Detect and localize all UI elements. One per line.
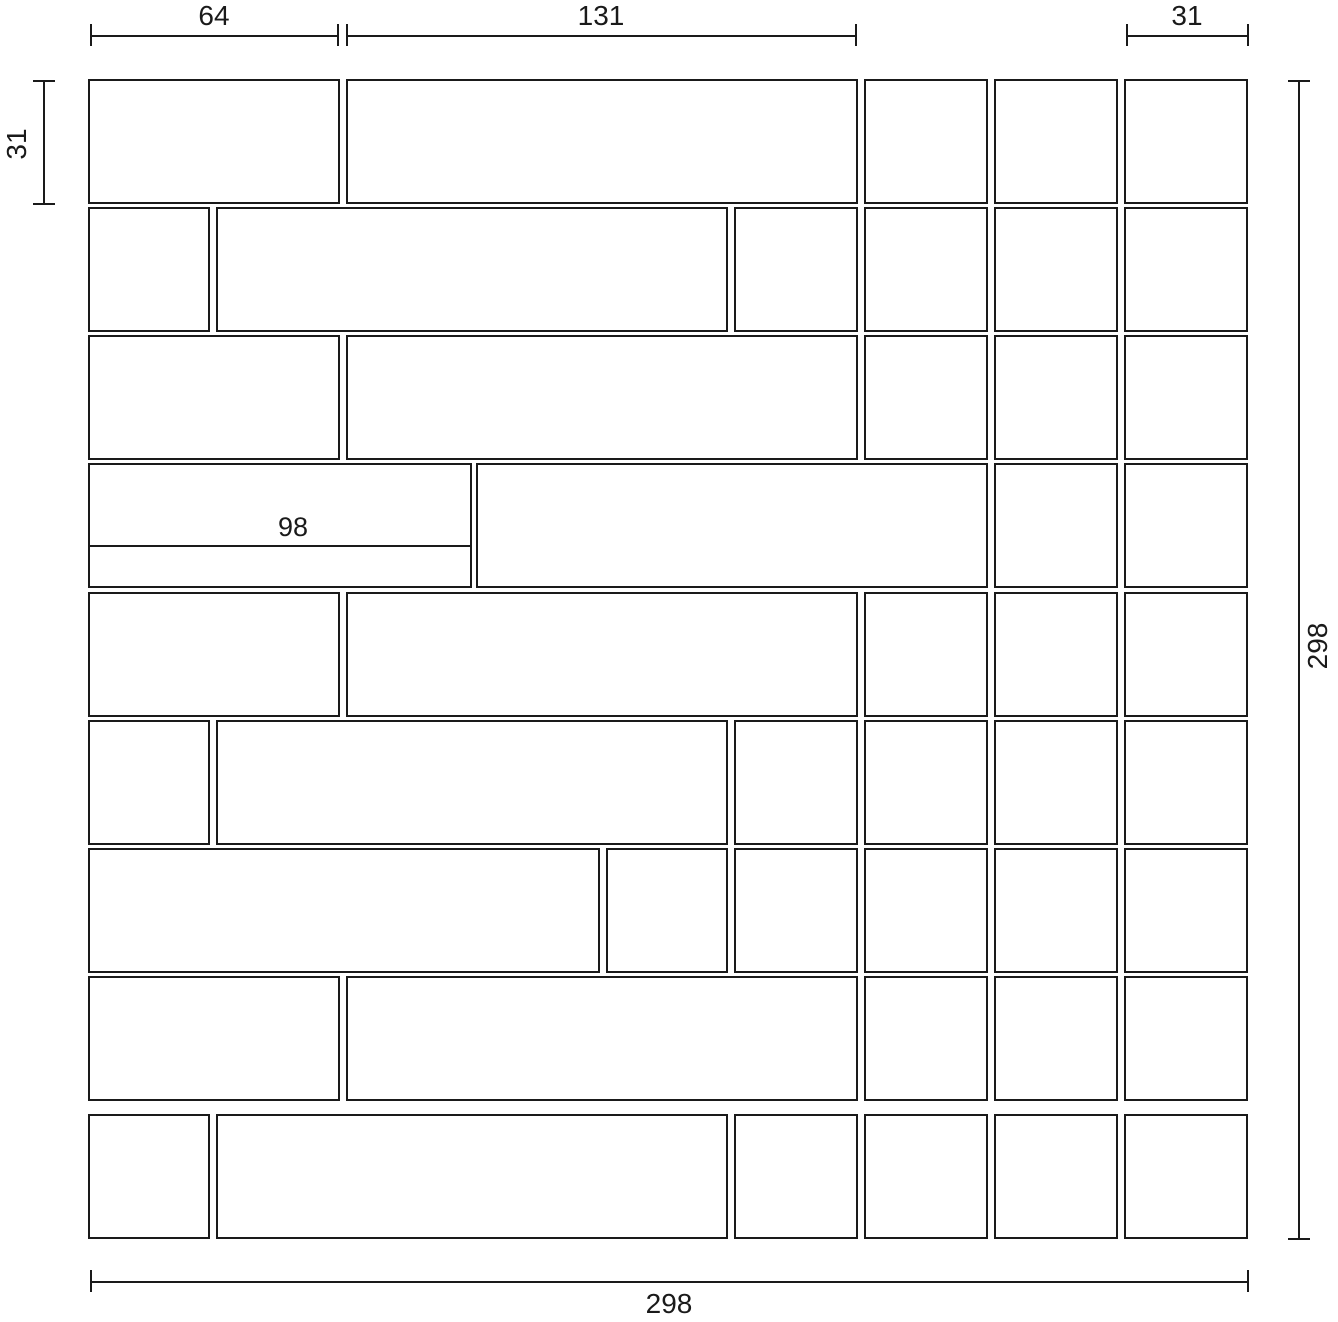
tile — [476, 463, 988, 588]
tile — [864, 720, 988, 845]
tile — [88, 976, 340, 1101]
tile — [734, 207, 858, 332]
dim-right-vertical-tick-top — [1288, 80, 1310, 82]
tile — [88, 79, 340, 204]
tile — [346, 592, 858, 717]
tile — [1124, 79, 1248, 204]
tile — [994, 207, 1118, 332]
dim-top-middle-label: 131 — [577, 0, 625, 31]
dim-top-left-line — [90, 35, 338, 37]
tile — [994, 335, 1118, 460]
tile — [994, 848, 1118, 973]
tile — [994, 976, 1118, 1101]
tile — [1124, 848, 1248, 973]
tile — [1124, 1114, 1248, 1239]
tile — [864, 976, 988, 1101]
tile — [994, 463, 1118, 588]
tile — [1124, 592, 1248, 717]
tile — [994, 720, 1118, 845]
dim-top-middle-line — [346, 35, 856, 37]
dim-left-vertical-tick-bottom — [33, 203, 55, 205]
tile — [1124, 463, 1248, 588]
dim-top-right-label: 31 — [1171, 0, 1203, 31]
tile — [734, 1114, 858, 1239]
tile — [734, 720, 858, 845]
tile — [864, 592, 988, 717]
dim-right-vertical-tick-bottom — [1288, 1238, 1310, 1240]
tile — [864, 79, 988, 204]
tile — [864, 1114, 988, 1239]
tile — [346, 335, 858, 460]
tile — [1124, 335, 1248, 460]
dim-right-vertical-label: 298 — [1302, 622, 1333, 670]
tile — [734, 848, 858, 973]
tile — [1124, 720, 1248, 845]
tile — [346, 79, 858, 204]
tile — [88, 545, 472, 588]
tile — [88, 720, 210, 845]
dim-top-right-line — [1126, 35, 1248, 37]
tile — [994, 592, 1118, 717]
tile — [864, 207, 988, 332]
tile — [994, 79, 1118, 204]
tile — [994, 1114, 1118, 1239]
tile — [606, 848, 728, 973]
tile — [864, 335, 988, 460]
dim-left-vertical-line — [43, 80, 45, 204]
tile — [88, 1114, 210, 1239]
tile — [216, 1114, 728, 1239]
tile — [1124, 207, 1248, 332]
tile — [88, 335, 340, 460]
tile — [88, 207, 210, 332]
tile — [864, 848, 988, 973]
dim-left-vertical-label: 31 — [1, 128, 32, 160]
tile — [216, 207, 728, 332]
dim-bottom-line — [90, 1281, 1248, 1283]
tile-dimension-label: 98 — [278, 512, 309, 542]
dim-left-vertical-tick-top — [33, 80, 55, 82]
dim-top-left-label: 64 — [198, 0, 230, 31]
dim-bottom-label: 298 — [645, 1288, 693, 1319]
tile — [216, 720, 728, 845]
tile — [346, 976, 858, 1101]
tile — [88, 592, 340, 717]
tile — [1124, 976, 1248, 1101]
tile — [88, 848, 600, 973]
dim-right-vertical-line — [1298, 80, 1300, 1239]
